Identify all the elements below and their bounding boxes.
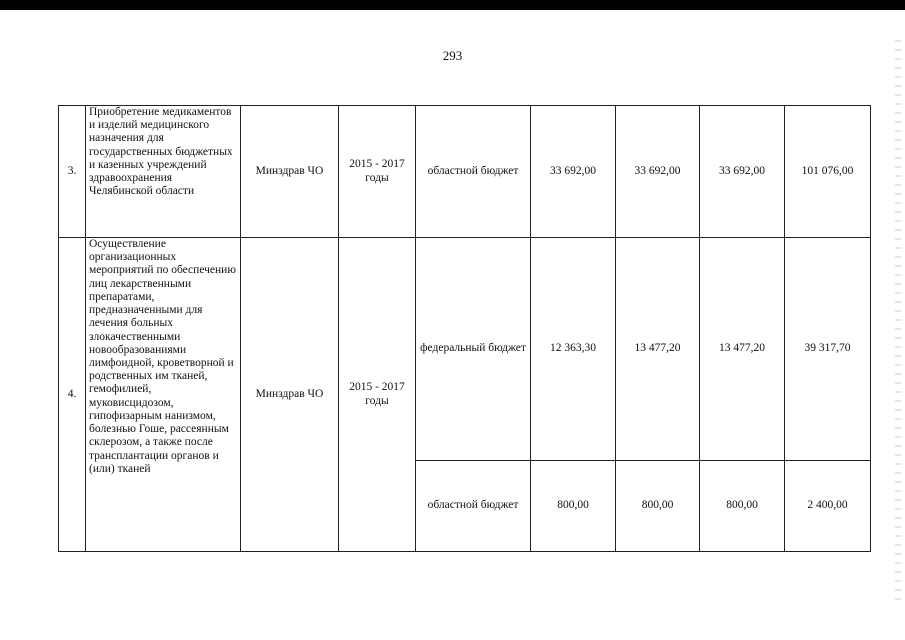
period: 2015 - 2017 годы <box>339 106 416 238</box>
amount-total: 2 400,00 <box>785 461 871 552</box>
page-number: 293 <box>442 48 463 63</box>
table-row <box>59 106 871 238</box>
amount-2015: 33 692,00 <box>531 106 616 238</box>
funding-source: областной бюджет <box>416 106 531 238</box>
table-row <box>59 238 871 461</box>
executor: Минздрав ЧО <box>241 238 339 552</box>
amount-2017: 13 477,20 <box>700 238 785 461</box>
amount-2015: 800,00 <box>531 461 616 552</box>
budget-table <box>58 105 871 552</box>
amount-2017: 800,00 <box>700 461 785 552</box>
row-number: 4. <box>59 238 86 552</box>
amount-2015: 12 363,30 <box>531 238 616 461</box>
amount-2016: 33 692,00 <box>616 106 700 238</box>
activity-description: Осуществление организационных мероприятий по обеспечению лиц лекарственными препаратами, предназначенными для лечения больных злокачественными новообразованиями лимфоидной, кроветворной и родственных им тканей, гемофилией, муковисцидозом, гипофизарным нанизмом, болезнью Гоше, рассеянным склерозом, а также после трансплантации органов и (или) тканей <box>86 238 241 552</box>
amount-2017: 33 692,00 <box>700 106 785 238</box>
scan-top-border <box>0 0 905 10</box>
row-number: 3. <box>59 106 86 238</box>
amount-total: 39 317,70 <box>785 238 871 461</box>
executor: Минздрав ЧО <box>241 106 339 238</box>
amount-2016: 800,00 <box>616 461 700 552</box>
period: 2015 - 2017 годы <box>339 238 416 552</box>
funding-source: федеральный бюджет <box>416 238 531 461</box>
activity-description: Приобретение медикаментов и изделий медицинского назначения для государственных бюджетных и казенных учреждений здравоохранения Челябинской области <box>86 106 241 238</box>
amount-2016: 13 477,20 <box>616 238 700 461</box>
amount-total: 101 076,00 <box>785 106 871 238</box>
scan-edge-artifact <box>895 40 901 600</box>
funding-source: областной бюджет <box>416 461 531 552</box>
